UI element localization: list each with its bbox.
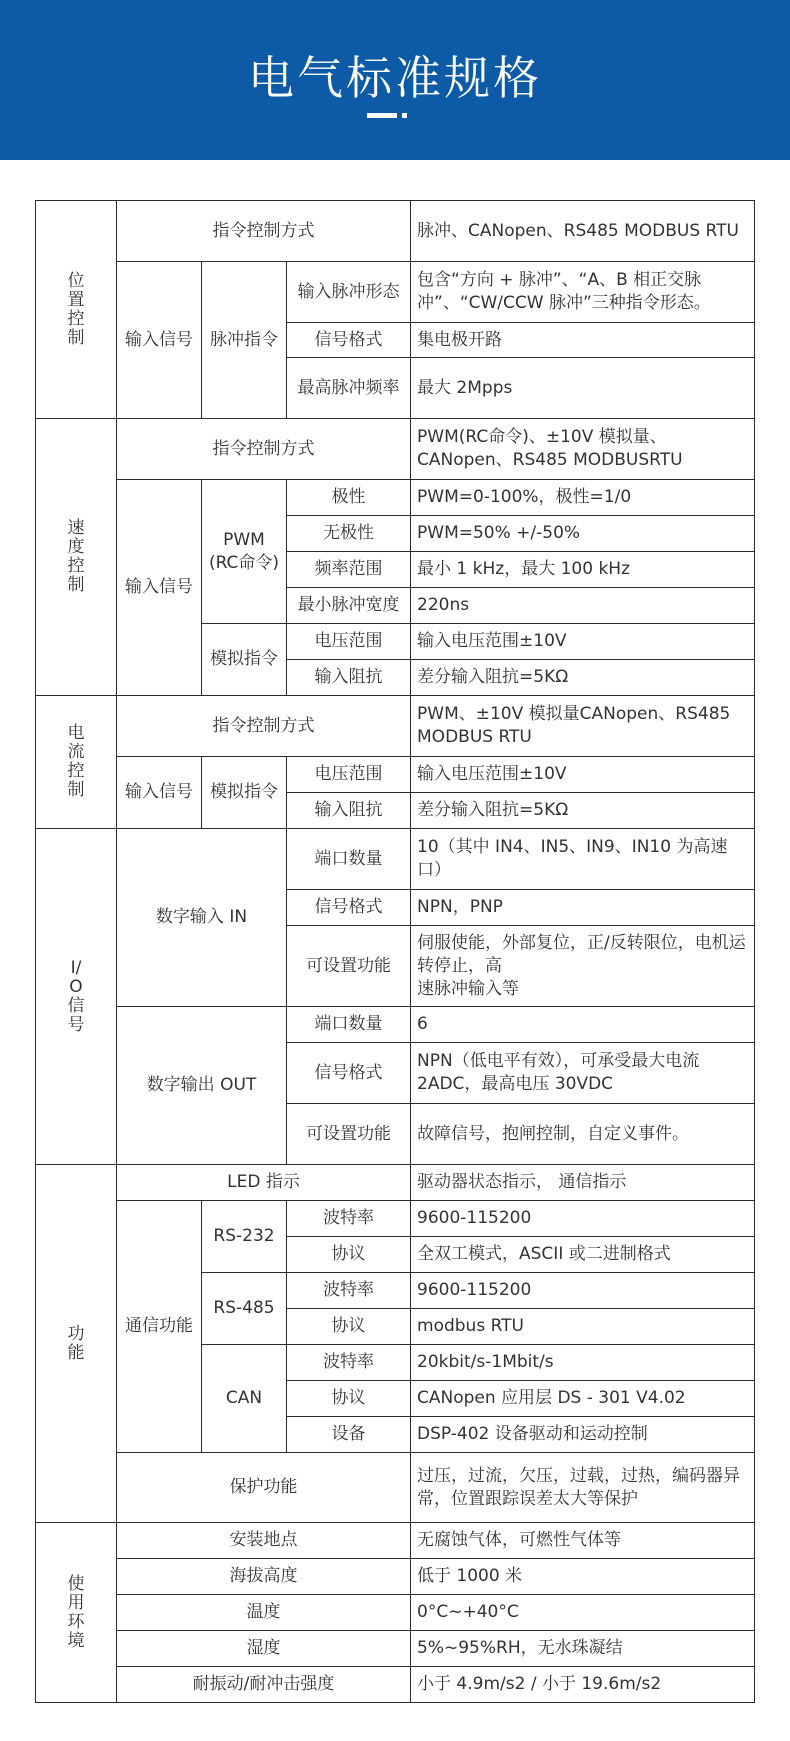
row-label: 端口数量: [287, 1007, 411, 1043]
subgroup-label: RS-485: [202, 1273, 287, 1345]
subgroup-label: 模拟指令: [202, 624, 287, 696]
table-row: [36, 1667, 755, 1703]
row-label: 波特率: [287, 1273, 411, 1309]
row-label: 保护功能: [117, 1453, 411, 1523]
row-value: PWM(RC命令)、±10V 模拟量、CANopen、RS485 MODBUSRTU: [411, 419, 755, 480]
row-value: 220ns: [411, 588, 755, 624]
row-value: 10（其中 IN4、IN5、IN9、IN10 为高速口）: [411, 829, 755, 890]
row-label: 输入脉冲形态: [287, 262, 411, 323]
row-label: 协议: [287, 1309, 411, 1345]
category-io: I/O信号: [36, 829, 117, 1165]
row-value: 过压，过流，欠压，过载，过热，编码器异常，位置跟踪误差太大等保护: [411, 1453, 755, 1523]
row-label: 信号格式: [287, 890, 411, 926]
group-label: 通信功能: [117, 1201, 202, 1453]
row-value: 全双工模式，ASCII 或二进制格式: [411, 1237, 755, 1273]
row-label: 协议: [287, 1237, 411, 1273]
group-label: 输入信号: [117, 757, 202, 829]
row-value: CANopen 应用层 DS - 301 V4.02: [411, 1381, 755, 1417]
row-label: 信号格式: [287, 323, 411, 358]
row-value: 驱动器状态指示， 通信指示: [411, 1165, 755, 1201]
row-value: modbus RTU: [411, 1309, 755, 1345]
title-underline: [367, 113, 397, 118]
subgroup-label: 模拟指令: [202, 757, 287, 829]
row-value: 5%~95%RH，无水珠凝结: [411, 1631, 755, 1667]
row-label: 极性: [287, 480, 411, 516]
group-label: 数字输入 IN: [117, 829, 287, 1007]
row-value: PWM=0-100%，极性=1/0: [411, 480, 755, 516]
table-row: [36, 829, 755, 890]
table-row: [36, 1631, 755, 1667]
subgroup-label: RS-232: [202, 1201, 287, 1273]
table-row: [36, 480, 755, 516]
row-label: 可设置功能: [287, 1104, 411, 1165]
row-label: 协议: [287, 1381, 411, 1417]
row-label: 设备: [287, 1417, 411, 1453]
row-label: 湿度: [117, 1631, 411, 1667]
row-value: 低于 1000 米: [411, 1559, 755, 1595]
table-row: [36, 1007, 755, 1043]
title-underline-dot: [402, 113, 407, 118]
row-value: 20kbit/s-1Mbit/s: [411, 1345, 755, 1381]
row-label: LED 指示: [117, 1165, 411, 1201]
table-row: [36, 1453, 755, 1523]
category-function: 功能: [36, 1165, 117, 1523]
row-label: 电压范围: [287, 757, 411, 793]
table-row: [36, 1595, 755, 1631]
row-value: 9600-115200: [411, 1273, 755, 1309]
row-label: 波特率: [287, 1201, 411, 1237]
row-label: 最小脉冲宽度: [287, 588, 411, 624]
row-value: 故障信号，抱闸控制，自定义事件。: [411, 1104, 755, 1165]
subgroup-label: 脉冲指令: [202, 262, 287, 419]
table-row: [36, 1523, 755, 1559]
group-label: 输入信号: [117, 480, 202, 696]
row-value: 9600-115200: [411, 1201, 755, 1237]
subgroup-label: CAN: [202, 1345, 287, 1453]
row-value: PWM=50% +/-50%: [411, 516, 755, 552]
row-label: 无极性: [287, 516, 411, 552]
subgroup-label: PWM (RC命令): [202, 480, 287, 624]
row-value: 小于 4.9m/s2 / 小于 19.6m/s2: [411, 1667, 755, 1703]
page-title: 电气标准规格: [248, 51, 542, 105]
row-value: 输入电压范围±10V: [411, 624, 755, 660]
row-label: 波特率: [287, 1345, 411, 1381]
row-label: 指令控制方式: [117, 419, 411, 480]
group-label: 数字输出 OUT: [117, 1007, 287, 1165]
row-label: 耐振动/耐冲击强度: [117, 1667, 411, 1703]
row-value: 最大 2Mpps: [411, 358, 755, 419]
row-value: 最小 1 kHz，最大 100 kHz: [411, 552, 755, 588]
table-row: [36, 262, 755, 323]
row-label: 最高脉冲频率: [287, 358, 411, 419]
row-label: 输入阻抗: [287, 660, 411, 696]
row-value: 集电极开路: [411, 323, 755, 358]
row-label: 安装地点: [117, 1523, 411, 1559]
row-label: 频率范围: [287, 552, 411, 588]
header-banner: [0, 0, 790, 160]
row-value: 差分输入阻抗=5KΩ: [411, 660, 755, 696]
row-value: 输入电压范围±10V: [411, 757, 755, 793]
row-label: 指令控制方式: [117, 201, 411, 262]
row-value: 包含“方向 + 脉冲”、“A、B 相正交脉冲”、“CW/CCW 脉冲”三种指令形态。: [411, 262, 755, 323]
row-label: 海拔高度: [117, 1559, 411, 1595]
table-row: [36, 201, 755, 262]
row-value: DSP-402 设备驱动和运动控制: [411, 1417, 755, 1453]
table-row: [36, 1559, 755, 1595]
row-label: 指令控制方式: [117, 696, 411, 757]
row-value: 伺服使能，外部复位，正/反转限位，电机运转停止，高 速脉冲输入等: [411, 926, 755, 1007]
row-value: PWM、±10V 模拟量CANopen、RS485 MODBUS RTU: [411, 696, 755, 757]
group-label: 输入信号: [117, 262, 202, 419]
table-row: [36, 1201, 755, 1237]
category-speed: 速度控制: [36, 419, 117, 696]
row-value: 6: [411, 1007, 755, 1043]
row-label: 端口数量: [287, 829, 411, 890]
row-value: 0°C~+40°C: [411, 1595, 755, 1631]
row-label: 温度: [117, 1595, 411, 1631]
table-row: [36, 757, 755, 793]
row-value: NPN（低电平有效），可承受最大电流 2ADC，最高电压 30VDC: [411, 1043, 755, 1104]
row-value: 差分输入阻抗=5KΩ: [411, 793, 755, 829]
row-label: 电压范围: [287, 624, 411, 660]
table-row: [36, 696, 755, 757]
category-position: 位置控制: [36, 201, 117, 419]
row-label: 可设置功能: [287, 926, 411, 1007]
row-label: 信号格式: [287, 1043, 411, 1104]
table-row: [36, 419, 755, 480]
category-environment: 使用环境: [36, 1523, 117, 1703]
row-value: 脉冲、CANopen、RS485 MODBUS RTU: [411, 201, 755, 262]
spec-table: [35, 200, 755, 1703]
row-label: 输入阻抗: [287, 793, 411, 829]
table-row: [36, 1165, 755, 1201]
row-value: NPN，PNP: [411, 890, 755, 926]
category-current: 电流控制: [36, 696, 117, 829]
row-value: 无腐蚀气体，可燃性气体等: [411, 1523, 755, 1559]
